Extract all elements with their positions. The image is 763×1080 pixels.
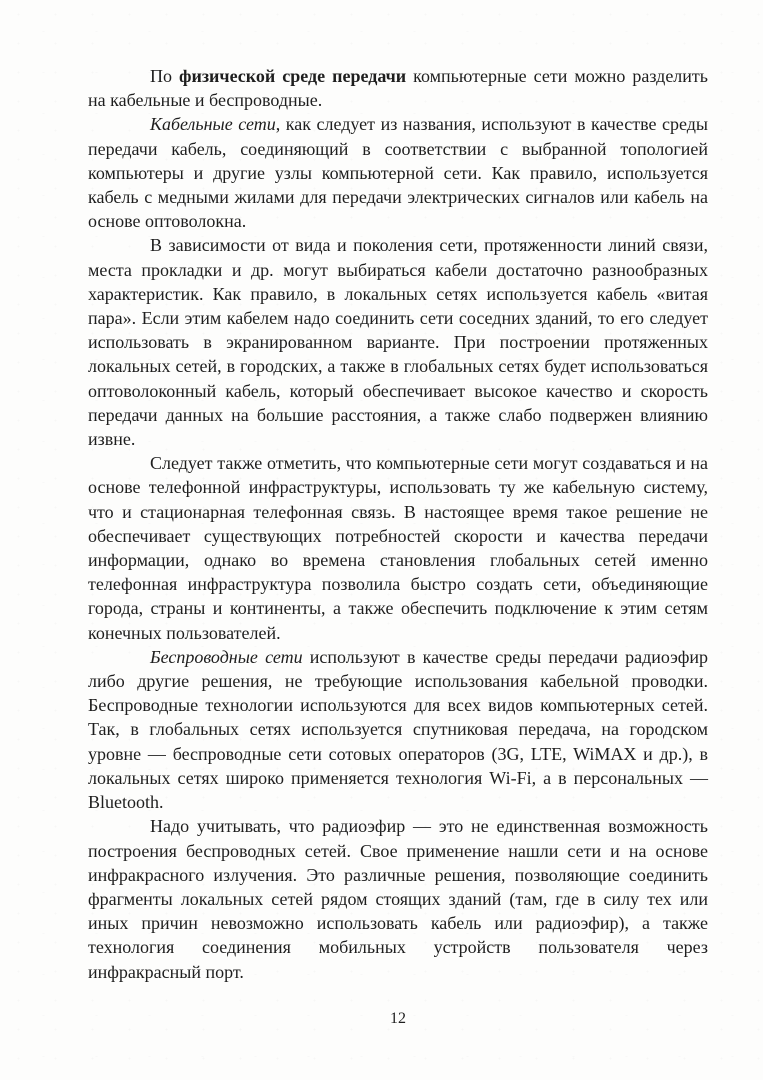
body-text <box>88 64 708 984</box>
paragraph-cable-types <box>88 233 708 451</box>
paragraph-infrared <box>88 814 708 983</box>
bold-term-physical-media: физической среде передачи <box>179 66 407 86</box>
paragraph-cable-networks <box>88 112 708 233</box>
paragraph-wireless-networks <box>88 645 708 814</box>
text-run: По <box>150 66 179 86</box>
text-run: В зависимости от вида и поколения сети, протяженности линий связи, места прокладки и др. могут выбираться кабели достаточно разнообразных характеристик. Как правило, в локальных сетях используется кабель «витая пара». Если этим кабелем надо соединить сети соседних зданий, то его следует использовать в экранированном варианте. При построении протяженных локальных сетей, в городских, а также в глобальных сетях будет использоваться оптоволоконный кабель, который обеспечивает высокое качество и скорость передачи данных на большие расстояния, а также слабо подвержен влиянию извне. <box>88 235 708 450</box>
text-run: используют в качестве среды передачи радиоэфир либо другие решения, не требующие использования кабельной проводки. Беспроводные технологии используются для всех видов компьютерных сетей. Так, в глобальных сетях используется спутниковая передача, на городском уровне — беспроводные сети сотовых операторов (3G, LTE, WiMAX и др.), в локальных сетях широко применяется технология Wi-Fi, а в персональных — Bluetooth. <box>88 646 708 813</box>
text-run: , как следует из названия, используют в качестве среды передачи кабель, соединяющий в соответствии с выбранной топологией компьютеры и другие узлы компьютерной сети. Как правило, используется кабель с медными жилами для передачи электрических сигналов или кабель на основе оптоволокна. <box>88 114 708 232</box>
italic-term-wireless-networks: Беспроводные сети <box>150 646 303 667</box>
text-run: Следует также отметить, что компьютерные сети могут создаваться и на основе телефонной инфраструктуры, использовать ту же кабельную систему, что и стационарная телефонная связь. В настоящее время такое решение не обеспечивает существующих потребностей скорости и качества передачи информации, однако во времена становления глобальных сетей именно телефонная инфраструктура позволила быстро создать сети, объединяющие города, страны и континенты, а также обеспечить подключение к этим сетям конечных пользователей. <box>88 453 708 643</box>
text-run: компьютерные сети можно разделить на кабельные и беспроводные. <box>88 66 708 111</box>
text-run: Надо учитывать, что радиоэфир — это не единственная возможность построения беспроводных сетей. Свое применение нашли сети и на основе инфракрасного излучения. Это различные решения, позволяющие соединить фрагменты локальных сетей рядом стоящих зданий (там, где в силу тех или иных причин невозможно использовать кабель или радиоэфир), а также технология соединения мобильных устройств пользователя через инфракрасный порт. <box>88 816 708 982</box>
paragraph-physical-media <box>88 64 708 112</box>
page-number: 12 <box>390 1010 406 1027</box>
italic-term-cable-networks: Кабельные сети <box>150 114 276 135</box>
paragraph-telephone-infrastructure <box>88 451 708 645</box>
